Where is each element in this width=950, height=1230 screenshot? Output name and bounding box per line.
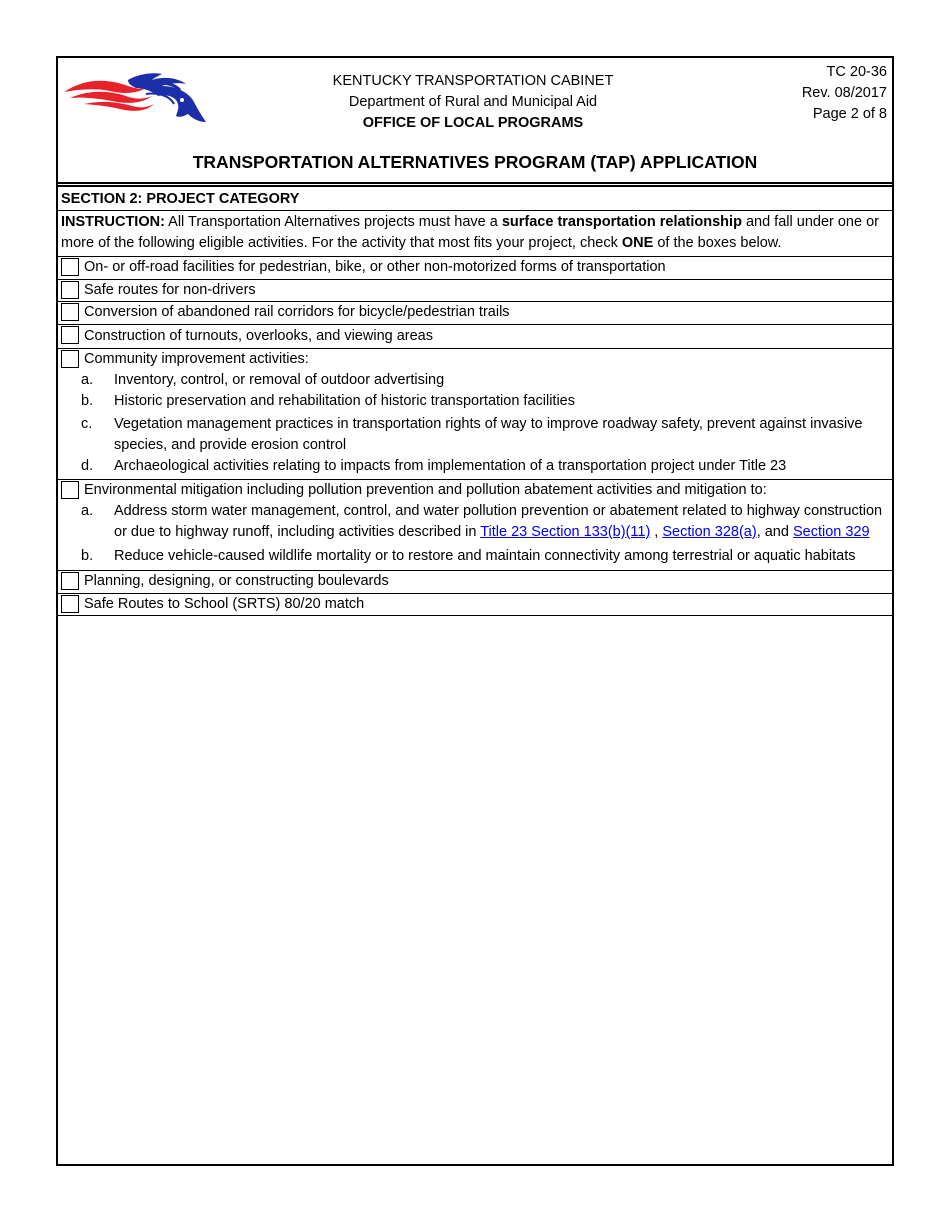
section328a-link[interactable]: Section 328(a) <box>662 524 757 540</box>
list-item: b. Historic preservation and rehabilitation of historic transportation facilities <box>81 393 575 409</box>
page-number: Page 2 of 8 <box>812 106 887 122</box>
option-label: Construction of turnouts, overlooks, and viewing areas <box>84 327 433 344</box>
option-label: Safe routes for non-drivers <box>84 281 256 298</box>
form-number: TC 20-36 <box>826 64 887 80</box>
list-item: c. Vegetation management practices in transportation rights of way to improve roadway safety, prevent against invasive species, and provide erosion control <box>81 416 863 453</box>
option-label: Conversion of abandoned rail corridors for bicycle/pedestrian trails <box>84 304 510 320</box>
option-label: Planning, designing, or constructing boulevards <box>84 573 389 589</box>
revision-date: Rev. 08/2017 <box>801 85 887 101</box>
option-environmental-mitigation <box>58 479 892 570</box>
form-frame <box>56 56 894 1166</box>
option-label: Safe Routes to School (SRTS) 80/20 match <box>84 595 365 612</box>
agency-name: KENTUCKY TRANSPORTATION CABINET <box>332 73 614 89</box>
checkbox[interactable] <box>61 326 79 344</box>
option-community-improvement <box>58 348 892 479</box>
option-turnouts-overlooks <box>58 324 892 349</box>
title23-section133-link[interactable]: Title 23 Section 133(b)(11) <box>480 524 651 540</box>
checkbox[interactable] <box>61 258 79 276</box>
section-title: SECTION 2: PROJECT CATEGORY <box>58 187 892 211</box>
office-name: OFFICE OF LOCAL PROGRAMS <box>362 115 584 131</box>
checkbox[interactable] <box>61 572 79 590</box>
option-label: Environmental mitigation including pollution prevention and pollution abatement activities and mitigation to: <box>84 482 767 498</box>
option-boulevards <box>58 570 892 593</box>
list-item: d. Archaeological activities relating to impacts from implementation of a transportation project under Title 23 <box>81 458 787 474</box>
list-item: a. Address storm water management, control, and water pollution prevention or abatement related to highway construction or due to highway runoff, including activities described in Title 23 Section 133(b)(11) , Section 328(a), and Section 329 <box>81 503 883 540</box>
checkbox[interactable] <box>61 281 79 299</box>
instruction-label: INSTRUCTION: <box>61 214 165 230</box>
form-header <box>58 58 892 184</box>
section329-link[interactable]: Section 329 <box>792 524 870 540</box>
agency-block <box>298 71 648 134</box>
list-item: a. Inventory, control, or removal of outdoor advertising <box>81 372 445 388</box>
department-name: Department of Rural and Municipal Aid <box>348 94 598 110</box>
form-title: TRANSPORTATION ALTERNATIVES PROGRAM (TAP) APPLICATION <box>192 152 758 172</box>
list-item: b. Reduce vehicle-caused wildlife mortality or to restore and maintain connectivity among terrestrial or aquatic habitats <box>81 548 856 564</box>
checkbox[interactable] <box>61 303 79 321</box>
instruction-text: INSTRUCTION: All Transportation Alternatives projects must have a surface transportation relationship and fall under one or more of the following eligible activities. For the activity that most fits your project, check ONE of the boxes below. <box>61 214 879 251</box>
checkbox[interactable] <box>61 481 79 499</box>
checkbox[interactable] <box>61 350 79 368</box>
option-rail-corridor-conversion <box>58 301 892 324</box>
option-safe-routes-non-drivers <box>58 279 892 302</box>
document-info <box>802 62 887 125</box>
section-project-category <box>58 185 892 616</box>
option-srts-match <box>58 593 892 617</box>
option-label: On- or off-road facilities for pedestrian, bike, or other non-motorized forms of transportation <box>84 259 666 275</box>
option-nonmotorized-facilities <box>58 256 892 279</box>
kytc-horse-logo <box>62 66 238 132</box>
checkbox[interactable] <box>61 595 79 613</box>
option-label: Community improvement activities: <box>84 351 309 367</box>
